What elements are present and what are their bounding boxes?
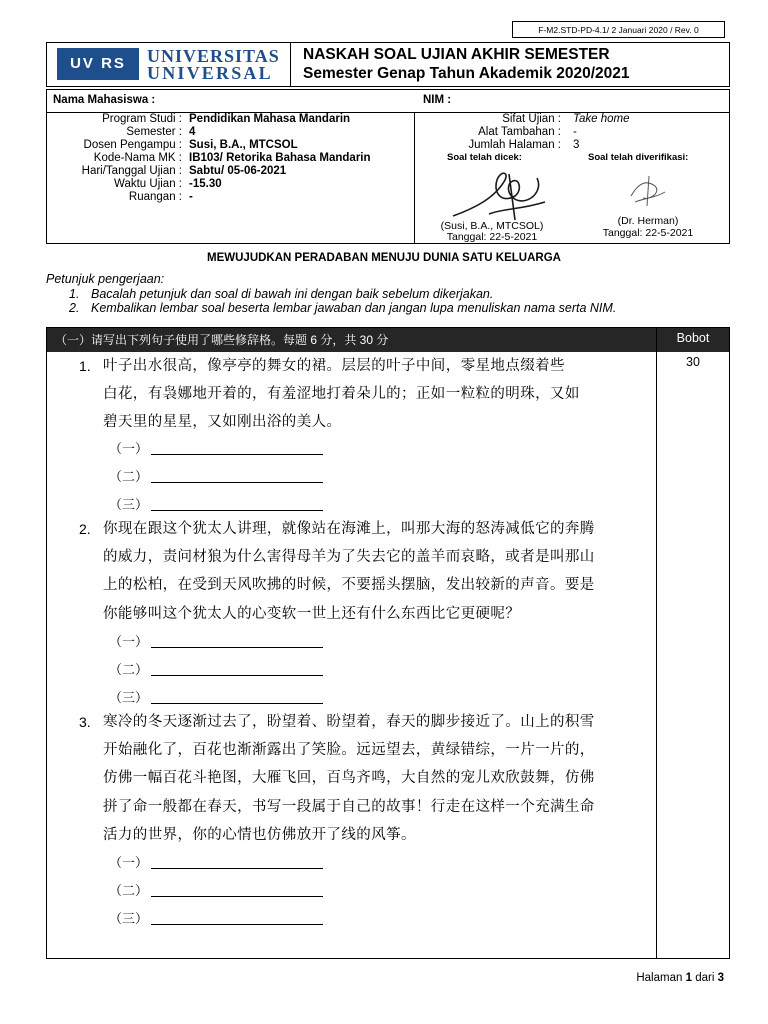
bobot-value: 30 bbox=[686, 355, 700, 369]
question-line: 你现在跟这个犹太人讲理，就像站在海滩上，叫那大海的怒涛减低它的奔腾 bbox=[103, 521, 595, 537]
exam-subtitle: Semester Genap Tahun Akademik 2020/2021 bbox=[303, 65, 630, 82]
logo-text-line1: UNIVERSITAS bbox=[147, 46, 280, 66]
question-line: 白花，有袅娜地开着的，有羞涩地打着朵儿的；正如一粒粒的明珠，又如 bbox=[103, 386, 580, 403]
right-field-label: Alat Tambahan : bbox=[478, 126, 561, 138]
field-value: Sabtu/ 05-06-2021 bbox=[189, 165, 287, 177]
right-field-value: 3 bbox=[573, 139, 580, 151]
question-number: 1. bbox=[79, 358, 91, 374]
right-field-value: Take home bbox=[573, 113, 630, 125]
question-number: 3. bbox=[79, 714, 91, 730]
question-line: 的威力，责问材狼为什么害得母羊为了失去它的盖羊而哀略，或者是叫那山 bbox=[103, 549, 595, 566]
checked-name: (Susi, B.A., MTCSOL) bbox=[440, 220, 544, 232]
university-logo bbox=[47, 43, 291, 86]
question-line: 开始融化了，百花也渐渐露出了笑脸。远远望去，黄绿错综，一片一片的， bbox=[103, 742, 595, 759]
question-line: 碧天里的星星，又如刚出浴的美人。 bbox=[103, 414, 342, 431]
field-value: 4 bbox=[189, 126, 196, 138]
instruction-text: Kembalikan lembar soal beserta lembar jawaban dan jangan lupa menuliskan nama serta NIM. bbox=[91, 301, 617, 315]
question-table: （一）请写出下列句子使用了哪些修辞格。每题 6 分，共 30 分 Bobot 30 1. 叶子出水很高，像亭亭的舞女的裙。层层的叶子中间，零星地点缀着些 白花，有袅娜地开着的，有羞涩地打着朵儿的；正如一粒粒的明珠，又如 碧天里的星星，又如刚出浴的美人。 （一） （二） （三） 2. 你现在跟这个犹太人讲理，就像站在海滩上，叫那大海的怒涛减低它的奔腾 的威力，责问材狼为什么害得母羊为了失去它的盖羊而哀略，或者是叫那山 上的松柏，在受到天风吹拂的时候，不要摇头摆脑，发出较新的声音。要是 你能够叫这个犹太人的心变软一世上还有什么东西比它更硬呢？ （一） （二） （三） 3. 寒冷的冬天逐渐过去了，盼望着、盼望着，春天的脚步接近了。山上的积雪 开始融化了，百花也渐渐露出了笑脸。远远望去，黄绿错综，一片一片的， 仿佛一幅百花斗艳图，大雁飞回，百鸟齐鸣，大自然的宠儿欢欣鼓舞，仿佛 拼了命一般都在春天，书写一段属于自己的故事！行走在这样一个充满生命 活力的世界，你的心情也仿佛放开了线的风筝。 （一） （二） （三） bbox=[46, 327, 730, 959]
question-line: 拼了命一般都在春天，书写一段属于自己的故事！行走在这样一个充满生命 bbox=[103, 798, 595, 815]
field-label: Dosen Pengampu : bbox=[83, 139, 182, 151]
logo-text-line2: UNIVERSAL bbox=[147, 63, 273, 83]
checked-heading: Soal telah dicek: bbox=[447, 152, 522, 163]
field-label: Hari/Tanggal Ujian : bbox=[81, 165, 182, 177]
page-prefix: Halaman bbox=[636, 972, 683, 984]
question-text bbox=[103, 515, 658, 628]
field-value: Susi, B.A., MTCSOL bbox=[189, 139, 298, 151]
field-value: -15.30 bbox=[189, 178, 222, 190]
page-number: 1 bbox=[685, 972, 692, 984]
page-total: 3 bbox=[717, 972, 724, 984]
document-header bbox=[46, 42, 730, 87]
verified-heading: Soal telah diverifikasi: bbox=[588, 152, 689, 163]
checked-date: Tanggal: 22-5-2021 bbox=[446, 231, 538, 243]
question-line: 叶子出水很高，像亭亭的舞女的裙。层层的叶子中间，零星地点缀着些 bbox=[103, 358, 565, 374]
field-label: Ruangan : bbox=[128, 191, 182, 203]
question-text bbox=[103, 352, 658, 437]
field-label: Program Studi : bbox=[102, 113, 182, 125]
field-value: IB103/ Retorika Bahasa Mandarin bbox=[189, 152, 371, 164]
signature-herman bbox=[625, 172, 669, 208]
verified-date: Tanggal: 22-5-2021 bbox=[602, 227, 694, 239]
university-motto: MEWUJUDKAN PERADABAN MENUJU DUNIA SATU KELUARGA bbox=[207, 252, 561, 264]
field-label: Semester : bbox=[126, 126, 182, 138]
question-number: 2. bbox=[79, 521, 91, 537]
page-footer bbox=[600, 972, 724, 984]
nim-label: NIM : bbox=[423, 94, 452, 106]
question-line: 寒冷的冬天逐渐过去了，盼望着、盼望着，春天的脚步接近了。山上的积雪 bbox=[103, 714, 595, 730]
field-value: - bbox=[189, 191, 193, 203]
exam-info-table bbox=[46, 89, 730, 244]
field-value: Pendidikan Mahasa Mandarin bbox=[189, 113, 351, 125]
bobot-header: Bobot bbox=[657, 328, 729, 352]
right-field-label: Jumlah Halaman : bbox=[468, 139, 561, 151]
form-code: F-M2.STD-PD-4.1/ 2 Januari 2020 / Rev. 0 bbox=[512, 21, 725, 38]
section-heading: （一）请写出下列句子使用了哪些修辞格。每题 6 分，共 30 分 bbox=[47, 328, 656, 352]
question-text bbox=[103, 708, 658, 849]
question-line: 活力的世界，你的心情也仿佛放开了线的风筝。 bbox=[103, 826, 416, 843]
question-line: 上的松柏，在受到天风吹拂的时候，不要摇头摆脑，发出较新的声音。要是 bbox=[103, 577, 595, 594]
page-middle: dari bbox=[695, 972, 715, 984]
field-label: Kode-Nama MK : bbox=[93, 152, 182, 164]
right-field-label: Sifat Ujian : bbox=[502, 113, 561, 125]
signature-susi bbox=[445, 168, 555, 226]
verified-name: (Dr. Herman) bbox=[617, 215, 679, 227]
question-line: 你能够叫这个犹太人的心变软一世上还有什么东西比它更硬呢？ bbox=[103, 605, 521, 622]
instructions-title: Petunjuk pengerjaan: bbox=[46, 272, 165, 286]
instruction-text: Bacalah petunjuk dan soal di bawah ini dengan baik sebelum dikerjakan. bbox=[91, 287, 494, 301]
student-name-label: Nama Mahasiswa : bbox=[53, 94, 156, 106]
field-label: Waktu Ujian : bbox=[114, 178, 182, 190]
instruction-number: 1. bbox=[69, 287, 80, 301]
student-row bbox=[47, 90, 729, 113]
logo-mark: UV RS bbox=[57, 48, 139, 80]
exam-title: NASKAH SOAL UJIAN AKHIR SEMESTER bbox=[303, 46, 610, 63]
right-field-value: - bbox=[573, 126, 577, 138]
question-line: 仿佛一幅百花斗艳图，大雁飞回，百鸟齐鸣，大自然的宠儿欢欣鼓舞，仿佛 bbox=[103, 770, 595, 787]
instruction-number: 2. bbox=[69, 301, 80, 315]
